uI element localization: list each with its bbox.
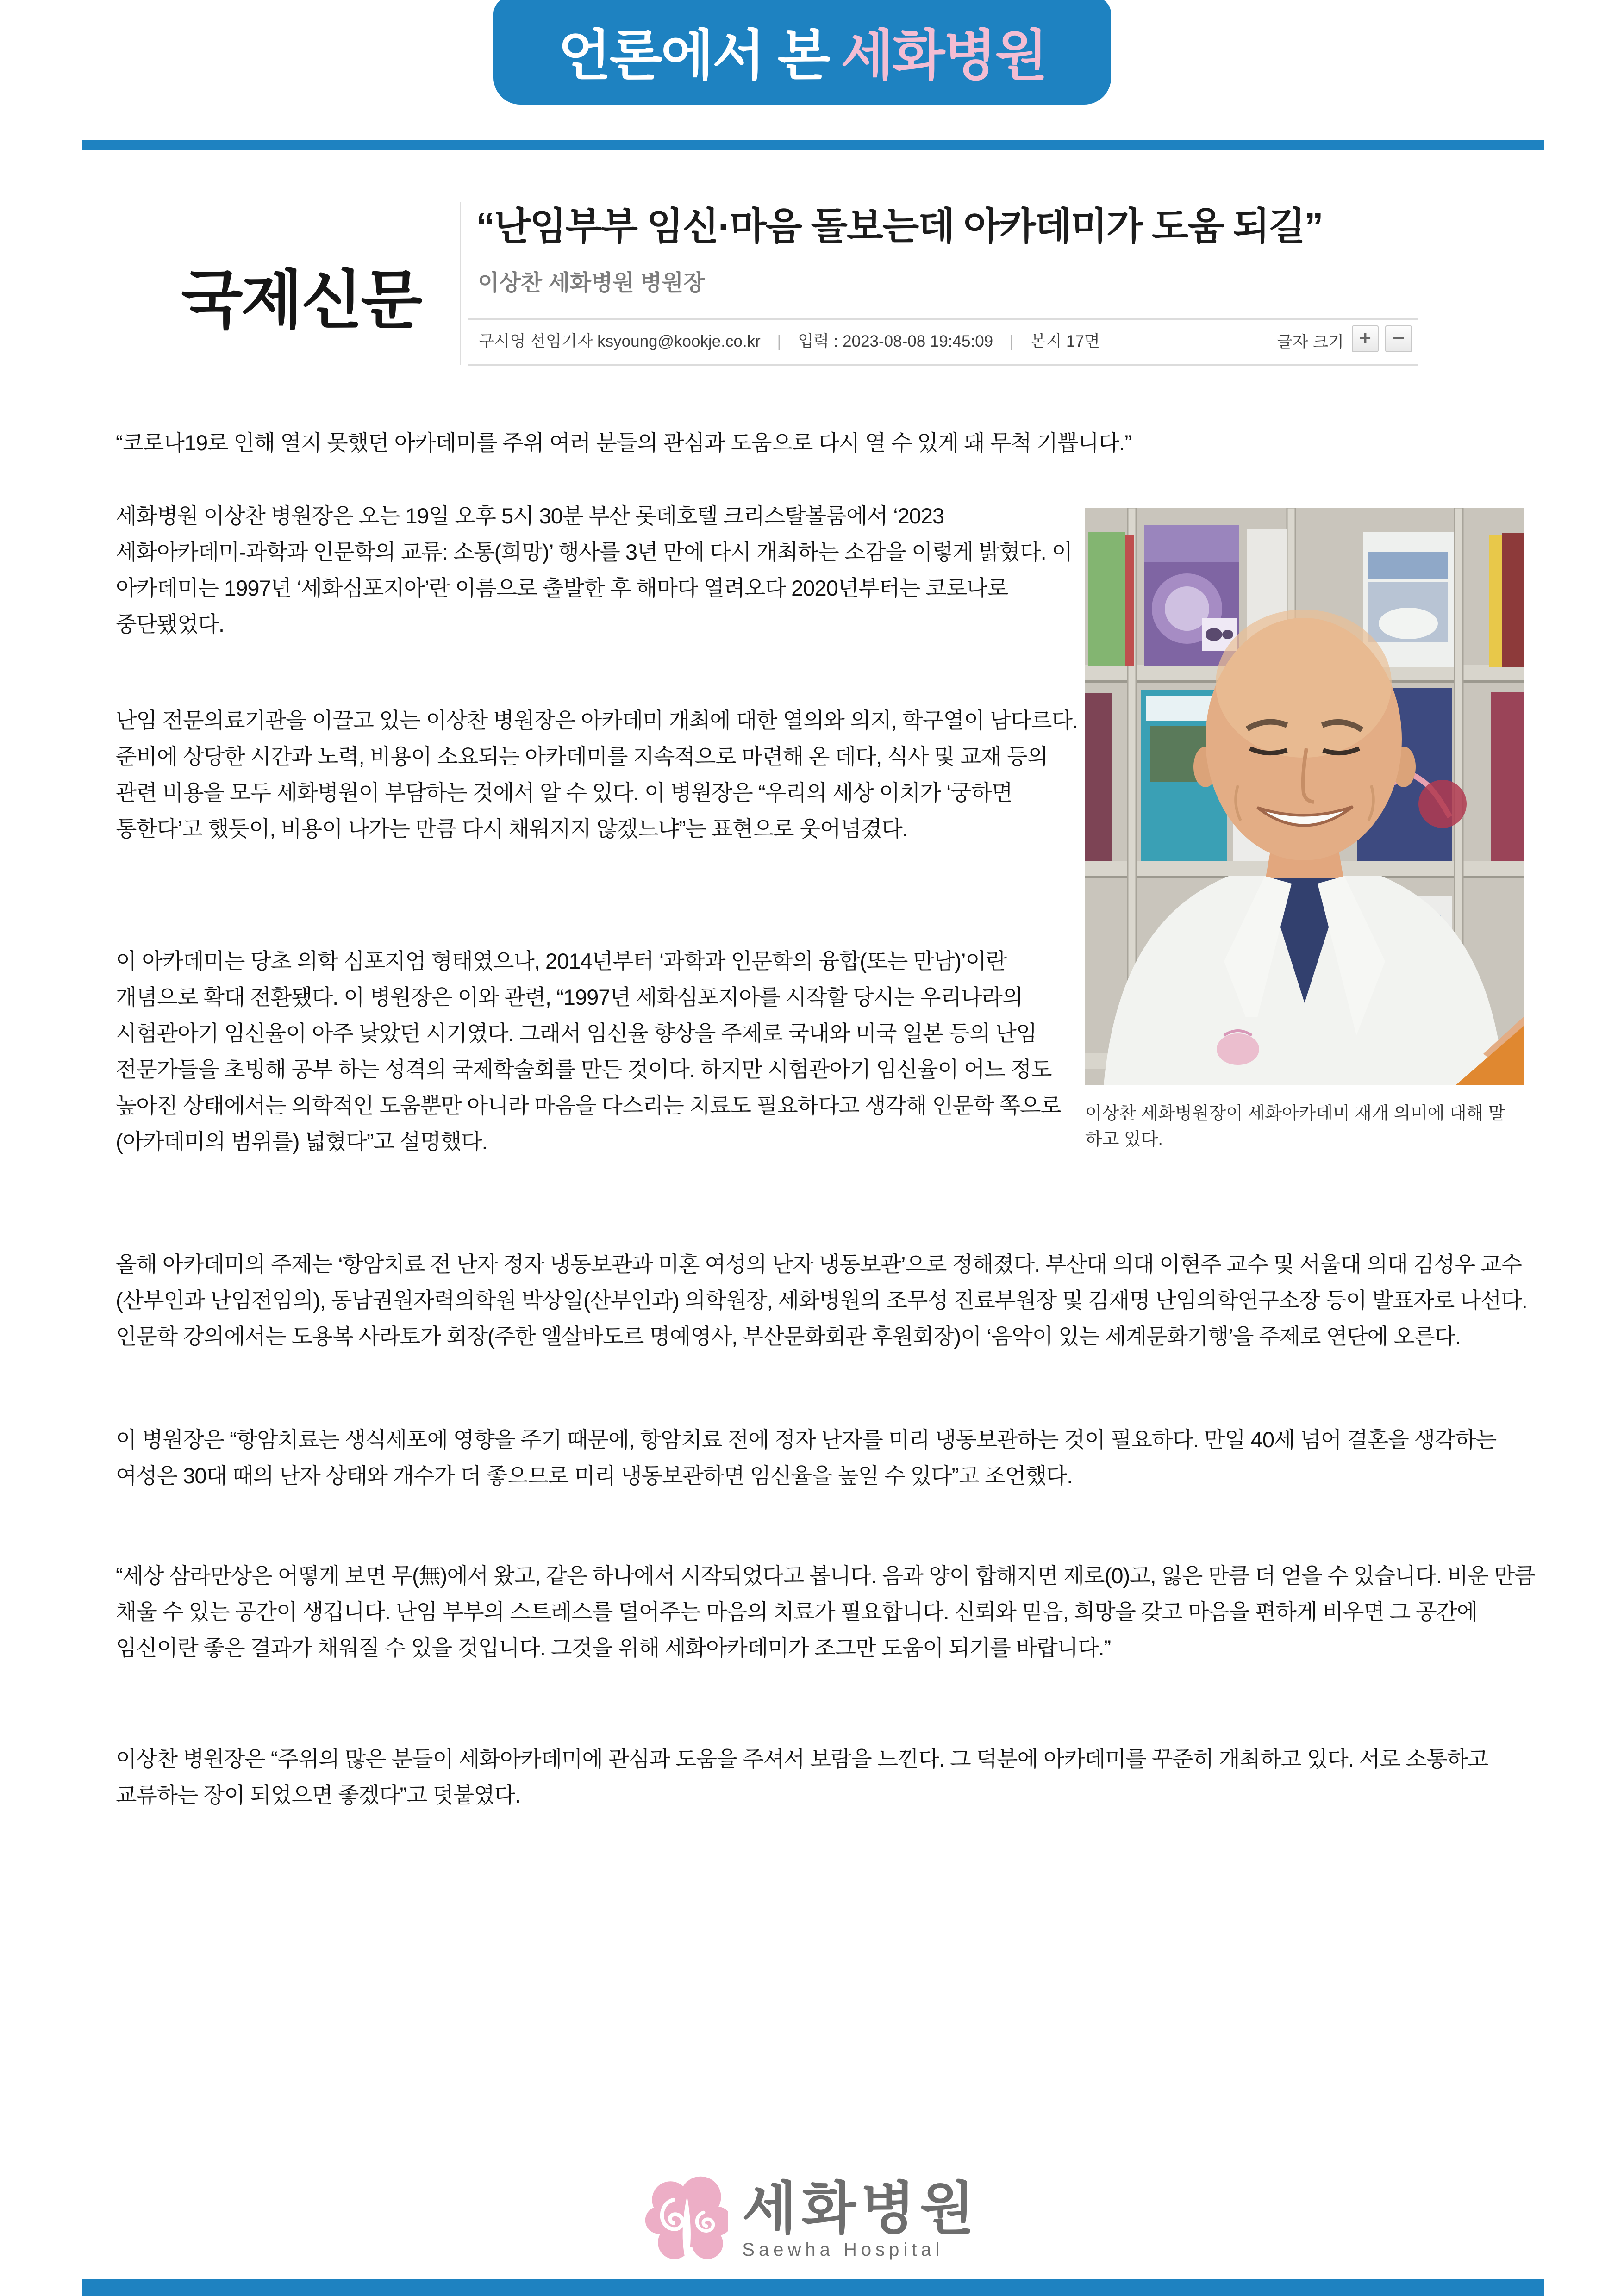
article-subtitle: 이상찬 세화병원 병원장	[478, 271, 705, 295]
paragraph-lead-quote: “코로나19로 인해 열지 못했던 아카데미를 주위 여러 분들의 관심과 도움으로 다시 열 수 있게 돼 무척 기쁩니다.”	[116, 430, 1131, 455]
paragraph: 이 아카데미는 당초 의학 심포지엄 형태였으나, 2014년부터 ‘과학과 인문학의 융합(또는 만남)’이란 개념으로 확대 전환됐다. 이 병원장은 이와 관련, “1997년 세화심포지아를 시작할 당시는 우리나라의 시험관아기 임신율이 아주 낮았던 시기였다. 그래서 임신율 향상을 주제로 국내와 미국 일본 등의 난임 전문가들을 초빙해 공부 하는 성격의 국제학술회를 만든 것이다. 하지만 시험관아기 임신율이 어느 정도 높아진 상태에서는 의학적인 도움뿐만 아니라 마음을 다스리는 치료도 필요하다고 생각해 인문학 쪽으로 (아카데미의 범위를) 넓혔다”고 설명했다.	[116, 949, 1061, 1154]
badge-text-white: 언론에서 본	[558, 25, 829, 87]
paragraph: 이 병원장은 “항암치료는 생식세포에 영향을 주기 때문에, 항암치료 전에 정자 난자를 미리 냉동보관하는 것이 필요하다. 만일 40세 넘어 결혼을 생각하는 여성은 30대 때의 난자 상태와 개수가 더 좋으므로 미리 냉동보관하면 임신율을 높일 수 있다”고 조언했다.	[116, 1427, 1497, 1488]
hospital-logo-text	[742, 2178, 979, 2260]
byline-top-rule	[468, 318, 1418, 320]
paragraph: 올해 아카데미의 주제는 ‘항암치료 전 난자 정자 냉동보관과 미혼 여성의 난자 냉동보관’으로 정해졌다. 부산대 의대 이현주 교수 및 서울대 의대 김성우 교수(산부인과 난임전임의), 동남권원자력의학원 박상일(산부인과) 의학원장, 세화병원의 조무성 진료부원장 및 김재명 난임의학연구소장 등이 발표자로 나선다. 인문학 강의에서는 도용복 사라토가 회장(주한 엘살바도르 명예영사, 부산문화회관 후원회장)이 ‘음악이 있는 세계문화기행’을 주제로 연단에 오른다.	[116, 1252, 1527, 1349]
byline-reporter: 구시영 선임기자	[479, 332, 593, 350]
photo-caption: 이상찬 세화병원장이 세화아카데미 재개 의미에 대해 말하고 있다.	[1085, 1104, 1505, 1149]
paragraph-closing: 이상찬 병원장은 “주위의 많은 분들이 세화아카데미에 관심과 도움을 주셔서 보람을 느낀다. 그 덕분에 아카데미를 꾸준히 개최하고 있다. 서로 소통하고 교류하는 장이 되었으면 좋겠다”고 덧붙였다.	[116, 1747, 1488, 1807]
newspaper-masthead: 국제신문	[181, 265, 421, 336]
paragraph-quote: “세상 삼라만상은 어떻게 보면 무(無)에서 왔고, 같은 하나에서 시작되었다고 봅니다. 음과 양이 합해지면 제로(0)고, 잃은 만큼 더 얻을 수 있습니다. 비운 만큼 채울 수 있는 공간이 생깁니다. 난임 부부의 스트레스를 덜어주는 마음의 치료가 필요합니다. 신뢰와 믿음, 희망을 갖고 마음을 편하게 비우면 그 공간에 임신이란 좋은 결과가 채워질 수 있을 것입니다. 그것을 위해 세화아카데미가 조그만 도움이 되기를 바랍니다.”	[116, 1563, 1535, 1660]
font-decrease-button[interactable]: −	[1385, 325, 1412, 352]
byline-published: 입력 : 2023-08-08 19:45:09	[798, 332, 993, 350]
byline-page-ref: 본지 17면	[1030, 332, 1100, 350]
bottom-accent-bar	[82, 2279, 1544, 2296]
font-increase-button[interactable]: +	[1352, 325, 1379, 352]
press-header-badge	[493, 0, 1111, 105]
paragraph: 난임 전문의료기관을 이끌고 있는 이상찬 병원장은 아카데미 개최에 대한 열의와 의지, 학구열이 남다르다. 준비에 상당한 시간과 노력, 비용이 소요되는 아카데미를 지속적으로 마련해 온 데다, 식사 및 교재 등의 관련 비용을 모두 세화병원이 부담하는 것에서 알 수 있다. 이 병원장은 “우리의 세상 이치가 ‘궁하면 통한다’고 했듯이, 비용이 나가는 만큼 다시 채워지지 않겠느냐”는 표현으로 웃어넘겼다.	[116, 708, 1078, 841]
byline	[479, 329, 1100, 352]
saewha-flower-icon	[645, 2170, 728, 2269]
badge-text-hospital: 세화병원	[841, 25, 1047, 87]
byline-separator: |	[1009, 332, 1014, 350]
top-divider-rule	[82, 140, 1544, 150]
paragraph: 세화병원 이상찬 병원장은 오는 19일 오후 5시 30분 부산 롯데호텔 크리스탈볼룸에서 ‘2023 세화아카데미-과학과 인문학의 교류: 소통(희망)’ 행사를 3년 만에 다시 개최하는 소감을 이렇게 밝혔다. 이 아카데미는 1997년 ‘세화심포지아’란 이름으로 출발한 후 해마다 열려오다 2020년부터는 코로나로 중단됐었다.	[116, 504, 1073, 636]
byline-bottom-rule	[468, 364, 1418, 366]
vertical-divider	[460, 202, 461, 365]
article-title: “난임부부 임신·마음 돌보는데 아카데미가 도움 되길”	[476, 205, 1323, 248]
font-size-label: 글자 크기	[1277, 333, 1344, 351]
hospital-logo-korean: 세화병원	[742, 2177, 979, 2240]
byline-separator: |	[777, 332, 781, 350]
hospital-logo-english: Saewha Hospital	[742, 2240, 944, 2260]
doctor-photo	[1085, 508, 1524, 1085]
hospital-logo	[0, 2170, 1624, 2269]
byline-email: ksyoung@kookje.co.kr	[597, 332, 761, 350]
